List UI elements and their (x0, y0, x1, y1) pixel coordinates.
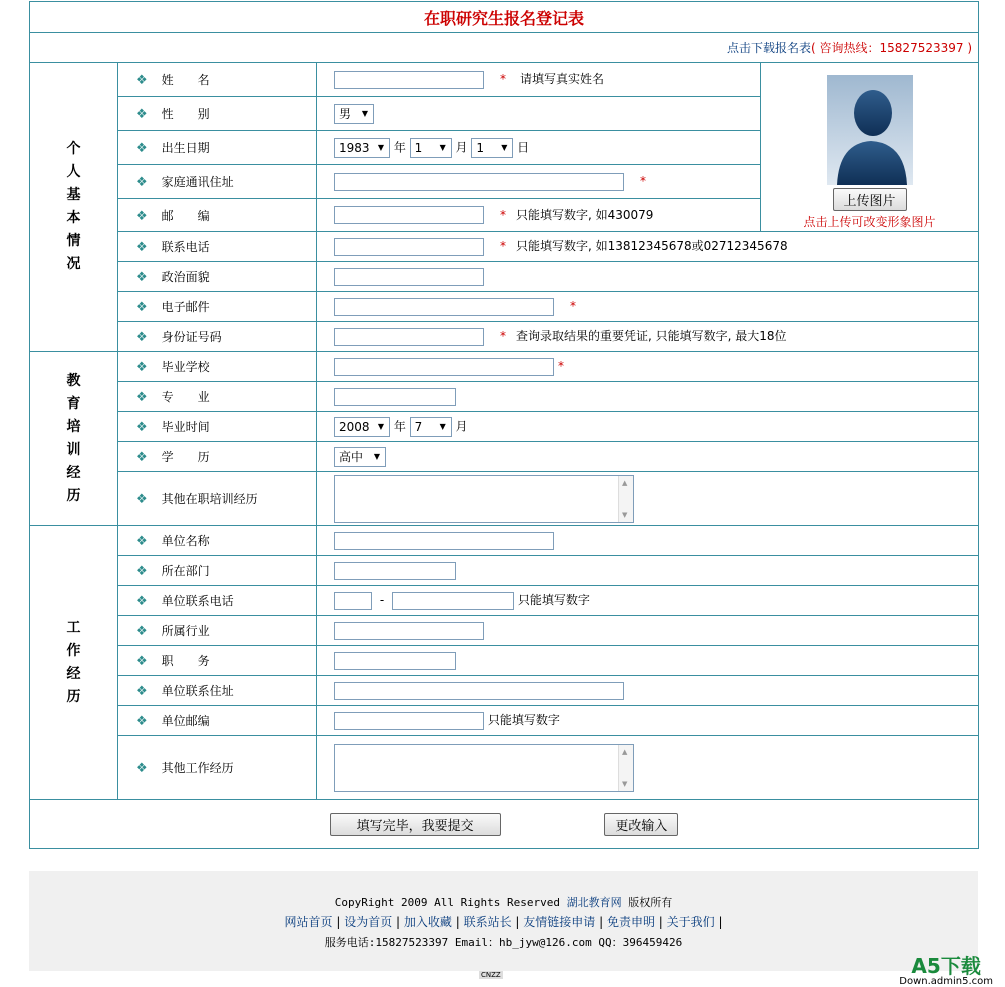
row-label-other-training (118, 472, 317, 526)
company-address-cell (317, 676, 979, 706)
section-char: 训 (66, 441, 81, 458)
unit-month: 月 (455, 419, 468, 433)
required-mark: * (640, 174, 646, 188)
name-cell (317, 63, 761, 97)
company-phone-cell (317, 586, 979, 616)
footer-separator: | (654, 915, 667, 929)
phone-input[interactable] (334, 238, 484, 256)
section-char: 作 (66, 642, 81, 659)
idcard-cell (317, 322, 979, 352)
row-label-company-postcode (118, 706, 317, 736)
label-text: 专 业 (161, 390, 210, 404)
label-text: 邮 编 (161, 208, 210, 223)
section-char: 本 (66, 210, 81, 226)
submit-button[interactable]: 填写完毕，我要提交 (330, 813, 501, 836)
download-bar (30, 33, 979, 63)
section-char: 个 (66, 141, 81, 157)
section-personal-label (30, 138, 117, 276)
scroll-down-icon: ▼ (622, 779, 628, 788)
diamond-bullet-icon: ❖ (136, 534, 148, 549)
gender-cell (317, 97, 761, 131)
row-label-birth (118, 131, 317, 165)
watermark-logo (899, 950, 993, 987)
row-label-school (118, 352, 317, 382)
footer-link[interactable]: 加入收藏 (403, 915, 452, 929)
label-text: 职 务 (161, 654, 210, 668)
phone-cell (317, 232, 979, 262)
page-footer (29, 871, 978, 971)
birth-year-select[interactable] (334, 138, 390, 158)
label-text: 家庭通讯住址 (161, 175, 234, 189)
label-text: 其他工作经历 (161, 761, 234, 775)
copyright-suffix: 版权所有 (628, 896, 673, 909)
scroll-up-icon: ▲ (622, 478, 628, 487)
chevron-down-icon: ▼ (361, 109, 369, 118)
section-education-label (30, 370, 117, 508)
section-char: 历 (66, 688, 81, 705)
diamond-bullet-icon: ❖ (136, 450, 148, 465)
row-label-email (118, 292, 317, 322)
row-label-company (118, 526, 317, 556)
upload-photo-button[interactable]: 上传图片 (833, 188, 907, 211)
diamond-bullet-icon: ❖ (136, 654, 148, 669)
required-mark: * (500, 207, 506, 222)
diamond-bullet-icon: ❖ (136, 141, 148, 156)
label-text: 姓 名 (161, 73, 210, 87)
company-link[interactable]: 湖北教育网 (566, 896, 622, 909)
department-cell (317, 556, 979, 586)
label-text: 毕业学校 (161, 360, 210, 374)
label-text: 出生日期 (161, 141, 210, 155)
scrollbar[interactable] (618, 745, 633, 791)
row-label-address (118, 165, 317, 199)
watermark-sub: Down.admin5.com (899, 976, 993, 987)
company-phone-input[interactable] (392, 592, 514, 610)
reset-button[interactable]: 更改输入 (604, 813, 678, 836)
dash-separator: - (379, 593, 385, 608)
scroll-up-icon: ▲ (622, 747, 628, 756)
email-cell (317, 292, 979, 322)
section-work-label (30, 617, 117, 709)
section-char: 教 (66, 372, 81, 389)
row-label-grad-time (118, 412, 317, 442)
other-training-cell (317, 472, 979, 526)
section-char: 育 (66, 395, 81, 412)
photo-note: 点击上传可改变形象图片 (803, 215, 936, 229)
chevron-down-icon: ▼ (373, 452, 381, 461)
political-cell (317, 262, 979, 292)
company-address-input[interactable] (334, 682, 624, 700)
section-char: 历 (66, 487, 81, 504)
contact-line: 服务电话:15827523397 Email：hb_jyw@126.com QQ：396459426 (324, 936, 683, 949)
label-text: 毕业时间 (161, 420, 210, 434)
scrollbar[interactable] (618, 476, 633, 522)
row-label-company-phone (118, 586, 317, 616)
footer-separator: | (451, 915, 464, 929)
section-work (30, 526, 118, 800)
scroll-down-icon: ▼ (622, 510, 628, 519)
idcard-hint: 查询录取结果的重要凭证, 只能填写数字, 最大18位 (516, 329, 787, 344)
postcode-hint: 只能填写数字, 如430079 (516, 207, 654, 222)
diamond-bullet-icon: ❖ (136, 564, 148, 579)
label-text: 单位联系电话 (161, 594, 234, 608)
row-label-postcode (118, 199, 317, 232)
company-phone-hint: 只能填写数字 (517, 593, 590, 608)
required-mark: * (570, 299, 576, 313)
section-personal (30, 63, 118, 352)
label-text: 其他在职培训经历 (161, 492, 258, 506)
section-char: 基 (66, 187, 81, 203)
chevron-down-icon: ▼ (501, 143, 508, 152)
label-text: 单位邮编 (161, 714, 210, 728)
label-text: 单位联系住址 (161, 684, 234, 698)
diamond-bullet-icon: ❖ (136, 270, 148, 285)
diamond-bullet-icon: ❖ (136, 73, 148, 88)
birth-month-select[interactable] (410, 138, 452, 158)
diamond-bullet-icon: ❖ (136, 420, 148, 435)
name-hint: 请填写真实姓名 (520, 72, 605, 87)
postcode-cell (317, 199, 761, 232)
hotline-text: ( 咨询热线：15827523397 ) (811, 41, 973, 55)
company-input[interactable] (334, 532, 554, 550)
unit-month: 月 (455, 140, 468, 154)
chevron-down-icon: ▼ (439, 143, 446, 152)
label-text: 政治面貌 (161, 270, 210, 284)
row-label-name (118, 63, 317, 97)
section-char: 经 (66, 665, 81, 682)
industry-input[interactable] (334, 622, 484, 640)
form-title: 在职研究生报名登记表 (30, 2, 979, 33)
row-label-other-work (118, 736, 317, 800)
row-label-gender (118, 97, 317, 131)
major-cell (317, 382, 979, 412)
avatar-placeholder-icon[interactable] (827, 75, 913, 185)
footer-separator: | (511, 915, 524, 929)
phone-hint: 只能填写数字, 如13812345678或02712345678 (516, 239, 788, 254)
major-input[interactable] (334, 388, 456, 406)
section-char: 情 (66, 233, 81, 249)
label-text: 所属行业 (161, 624, 210, 638)
grad-time-cell (317, 412, 979, 442)
diamond-bullet-icon: ❖ (136, 624, 148, 639)
footer-link[interactable]: 设为首页 (344, 915, 393, 929)
label-text: 学 历 (161, 450, 210, 464)
idcard-input[interactable] (334, 328, 484, 346)
label-text: 身份证号码 (161, 330, 222, 344)
watermark-main: A5下载 (911, 954, 981, 978)
diamond-bullet-icon: ❖ (136, 175, 148, 190)
other-training-textarea[interactable] (334, 475, 634, 523)
area-code-input[interactable] (334, 592, 372, 610)
unit-year: 年 (393, 140, 406, 154)
position-input[interactable] (334, 652, 456, 670)
footer-separator: | (714, 915, 723, 929)
company-postcode-hint: 只能填写数字 (487, 713, 560, 728)
photo-area (761, 63, 979, 232)
row-label-company-address (118, 676, 317, 706)
required-mark: * (500, 239, 506, 254)
unit-day: 日 (517, 140, 530, 154)
other-work-cell (317, 736, 979, 800)
email-input[interactable] (334, 298, 554, 316)
company-postcode-input[interactable] (334, 712, 484, 730)
footer-link[interactable]: 免责申明 (606, 915, 655, 929)
footer-link[interactable]: 友情链接申请 (523, 915, 596, 929)
label-text: 电子邮件 (161, 300, 210, 314)
footer-separator: | (332, 915, 345, 929)
label-text: 单位名称 (161, 534, 210, 548)
copyright-line (29, 894, 978, 910)
label-text: 性 别 (161, 107, 210, 121)
footer-link[interactable]: 关于我们 (666, 915, 715, 929)
gender-select[interactable] (334, 104, 374, 124)
chevron-down-icon: ▼ (377, 143, 385, 152)
required-mark: * (500, 329, 506, 344)
required-mark: * (500, 72, 506, 87)
select-value: 1 (476, 140, 484, 155)
postcode-input[interactable] (334, 206, 484, 224)
diamond-bullet-icon: ❖ (136, 330, 148, 345)
unit-year: 年 (393, 419, 406, 433)
address-input[interactable] (334, 173, 624, 191)
select-value: 1983 (339, 140, 370, 155)
grad-month-select[interactable] (410, 417, 452, 437)
diamond-bullet-icon: ❖ (136, 107, 148, 122)
diamond-bullet-icon: ❖ (136, 360, 148, 375)
diamond-bullet-icon: ❖ (136, 240, 148, 255)
chevron-down-icon: ▼ (377, 422, 385, 431)
action-bar (30, 800, 979, 849)
row-label-major (118, 382, 317, 412)
download-link[interactable]: 点击下载报名表 (727, 41, 812, 55)
diamond-bullet-icon: ❖ (136, 761, 148, 776)
footer-link[interactable]: 联系站长 (463, 915, 512, 929)
label-text: 所在部门 (161, 564, 210, 578)
section-char: 工 (66, 619, 81, 636)
grad-year-select[interactable] (334, 417, 390, 437)
diamond-bullet-icon: ❖ (136, 300, 148, 315)
select-value: 2008 (339, 419, 370, 434)
chevron-down-icon: ▼ (439, 422, 446, 431)
section-char: 况 (66, 256, 81, 272)
section-char: 经 (66, 464, 81, 481)
required-mark: * (558, 359, 564, 373)
diamond-bullet-icon: ❖ (136, 208, 148, 224)
footer-link[interactable]: 网站首页 (284, 915, 333, 929)
footer-separator: | (595, 915, 607, 929)
address-cell (317, 165, 761, 199)
school-cell (317, 352, 979, 382)
industry-cell (317, 616, 979, 646)
select-value: 男 (339, 107, 352, 121)
diamond-bullet-icon: ❖ (136, 390, 148, 405)
row-label-idcard (118, 322, 317, 352)
row-label-phone (118, 232, 317, 262)
degree-select[interactable] (334, 447, 386, 467)
position-cell (317, 646, 979, 676)
footer-links (29, 913, 978, 930)
row-label-position (118, 646, 317, 676)
select-value: 7 (414, 419, 423, 434)
label-text: 联系电话 (161, 240, 210, 254)
footer-separator: | (392, 915, 404, 929)
political-input[interactable] (334, 268, 484, 286)
copyright-text: CopyRight 2009 All Rights Reserved (334, 896, 560, 909)
section-char: 培 (66, 418, 81, 435)
diamond-bullet-icon: ❖ (136, 684, 148, 699)
company-cell (317, 526, 979, 556)
diamond-bullet-icon: ❖ (136, 714, 148, 729)
cnzz-badge[interactable]: CNZZ (481, 971, 501, 979)
select-value: 高中 (339, 450, 364, 464)
company-postcode-cell (317, 706, 979, 736)
name-input[interactable] (334, 71, 484, 89)
row-label-department (118, 556, 317, 586)
row-label-degree (118, 442, 317, 472)
other-work-textarea[interactable] (334, 744, 634, 792)
registration-table (29, 1, 979, 849)
department-input[interactable] (334, 562, 456, 580)
select-value: 1 (414, 140, 423, 155)
row-label-political (118, 262, 317, 292)
birth-day-select[interactable] (471, 138, 513, 158)
section-char: 人 (66, 164, 81, 180)
registration-form (29, 1, 978, 849)
birth-cell (317, 131, 761, 165)
school-input[interactable] (334, 358, 554, 376)
diamond-bullet-icon: ❖ (136, 594, 148, 609)
row-label-industry (118, 616, 317, 646)
section-education (30, 352, 118, 526)
diamond-bullet-icon: ❖ (136, 492, 148, 507)
degree-cell (317, 442, 979, 472)
